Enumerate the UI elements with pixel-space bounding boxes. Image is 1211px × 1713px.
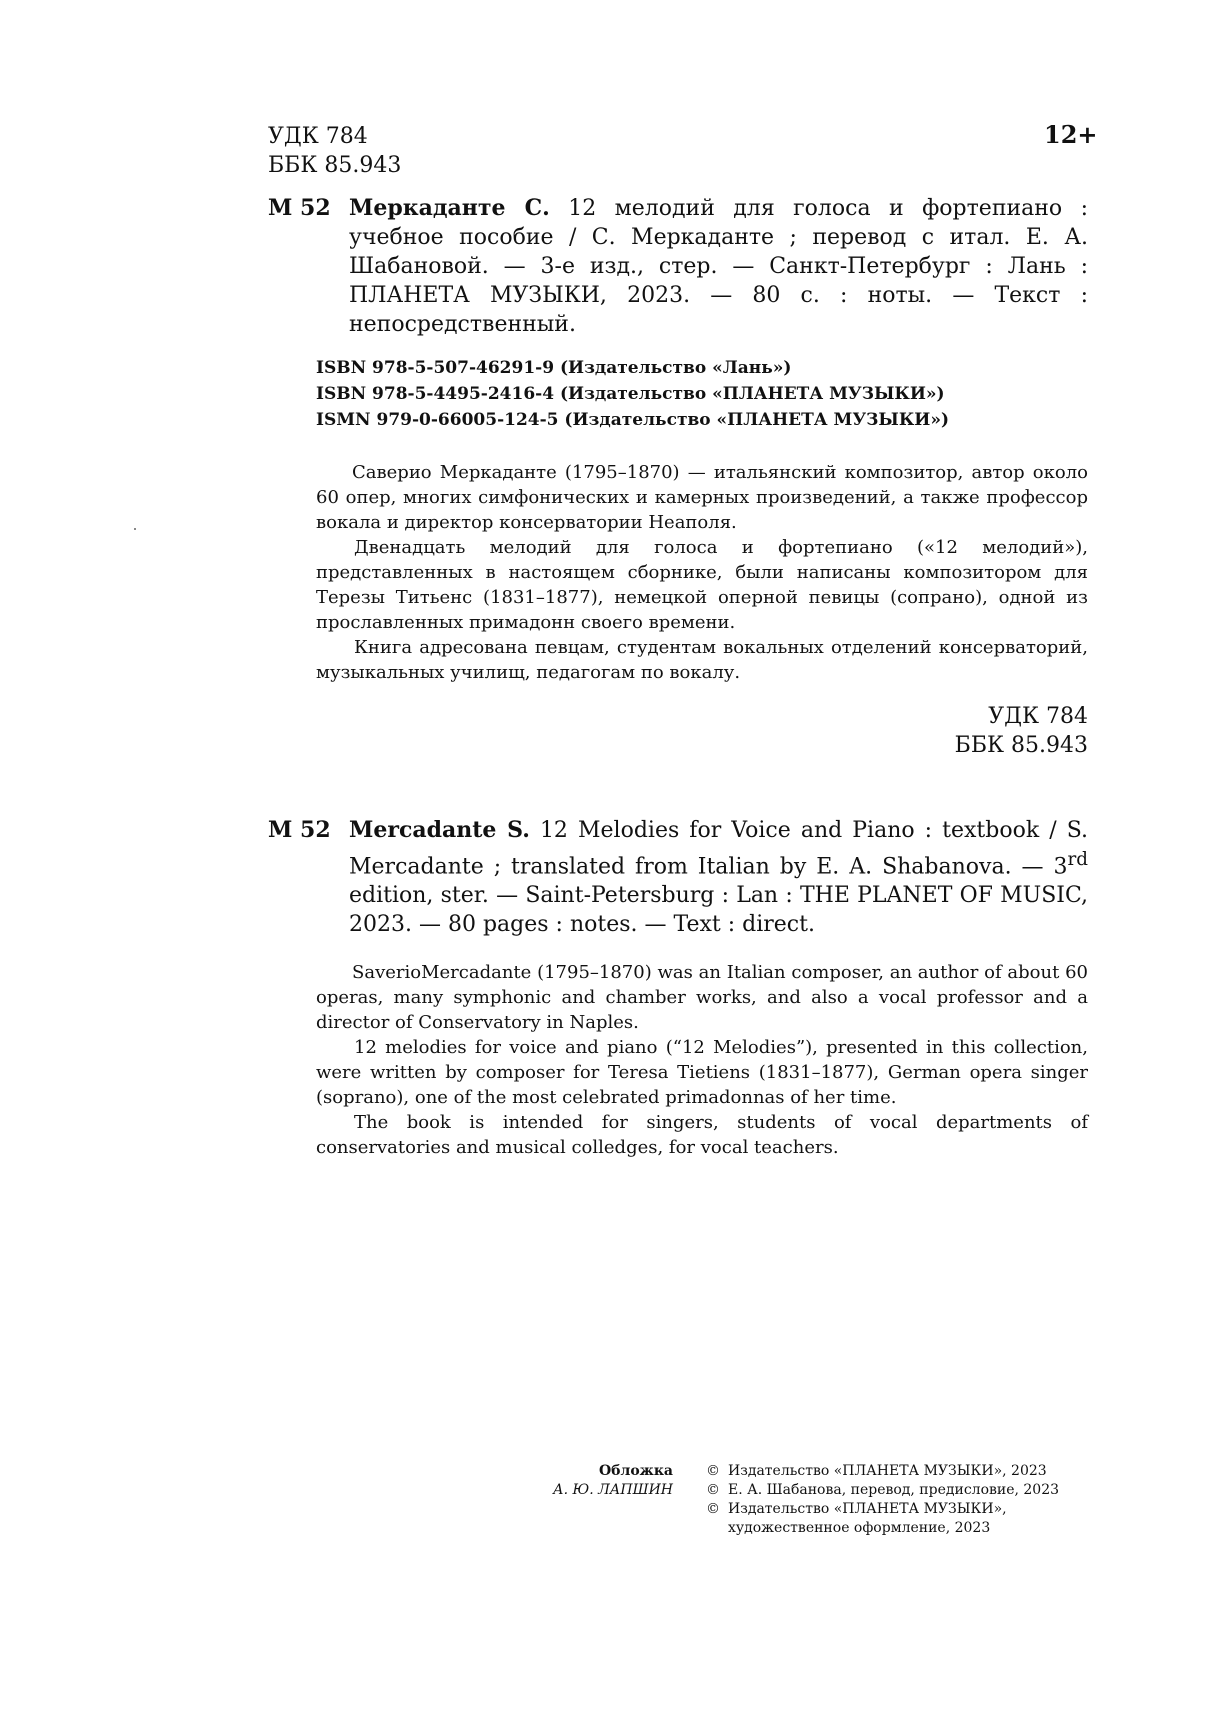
right-classification-codes — [880, 702, 1088, 760]
copyright-symbol: © — [706, 1463, 720, 1479]
entry-body — [349, 194, 1088, 339]
annotation-paragraph: 12 melodies for voice and piano (“12 Melodies”), presented in this collection, were written by composer for Teresa Tietiens (1831–1877), German opera singer (soprano), one of the most celebrated primadonnas of her time. — [316, 1037, 1088, 1108]
annotation-paragraph: Саверио Меркаданте (1795–1870) — итальянский композитор, автор около 60 опер, многих симфонических и камерных произведений, а также профессор вокала и директор консерватории Неаполя. — [316, 462, 1088, 533]
annotation-paragraph: The book is intended for singers, students of vocal departments of conservatories and musical colledges, for vocal teachers. — [316, 1112, 1088, 1158]
entry-mark: М 52 — [268, 195, 331, 221]
ismn-line: ISMN 979-0-66005-124-5 (Издательство «ПЛАНЕТА МУЗЫКИ») — [316, 410, 950, 430]
english-annotation — [316, 960, 1088, 1160]
entry-text: 12 мелодий для голоса и фортепиано : учебное пособие / С. Меркаданте ; перевод с итал. Е. А. Шабановой. — 3-е изд., стер. — Санкт-Петербург : Лань : ПЛАНЕТА МУЗЫКИ, 2023. — 80 с. : ноты. — Текст : непосредственный. — [349, 196, 1089, 337]
entry-mark: М 52 — [268, 817, 331, 843]
age-rating: 12+ — [1044, 120, 1098, 149]
copyright-line — [706, 1462, 1059, 1481]
copyright-symbol: © — [706, 1501, 720, 1517]
scan-speck — [134, 528, 136, 530]
copyright-symbol: © — [706, 1482, 720, 1498]
annotation-paragraph: Книга адресована певцам, студентам вокальных отделений консерваторий, музыкальных училищ, педагогам по вокалу. — [316, 637, 1088, 683]
entry-text-cont: edition, ster. — Saint-Petersburg : Lan : THE PLANET OF MUSIC, 2023. — 80 pages : notes. — Text : direct. — [349, 883, 1088, 938]
annotation-paragraph: SaverioMercadante (1795–1870) was an Italian composer, an author of about 60 operas, many symphonic and chamber works, and also a vocal professor and a director of Conservatory in Naples. — [316, 962, 1088, 1033]
annotation-paragraph: Двенадцать мелодий для голоса и фортепиано («12 мелодий»), представленных в настоящем сборнике, были написаны композитором для Терезы Титьенс (1831–1877), немецкой оперной певицы (сопрано), одной из прославленных примадонн своего времени. — [316, 537, 1088, 633]
cover-artist: А. Ю. ЛАПШИН — [553, 1482, 673, 1498]
entry-author: Mercadante S. — [349, 817, 530, 843]
entry-text: 12 Melodies for Voice and Piano : textbook / S. Mercadante ; translated from Italian by E. A. Shabanova. — 3 — [349, 818, 1088, 880]
entry-body — [349, 816, 1088, 939]
udk-code: УДК 784 — [268, 124, 368, 149]
copyright-line — [706, 1500, 1059, 1519]
isbn-line: ISBN 978-5-4495-2416-4 (Издательство «ПЛАНЕТА МУЗЫКИ») — [316, 384, 945, 404]
udk-code: УДК 784 — [988, 704, 1088, 729]
copyright-text: Издательство «ПЛАНЕТА МУЗЫКИ», 2023 — [728, 1463, 1047, 1479]
english-bibliographic-entry — [268, 816, 1088, 939]
top-classification-codes — [268, 122, 401, 180]
russian-bibliographic-entry — [268, 194, 1088, 339]
copyright-block — [706, 1462, 1059, 1538]
copyright-continuation: художественное оформление, 2023 — [728, 1520, 991, 1536]
ordinal-suffix: rd — [1067, 849, 1088, 870]
russian-annotation — [316, 460, 1088, 685]
entry-author: Меркаданте С. — [349, 195, 550, 221]
bbk-code: ББК 85.943 — [268, 153, 402, 178]
isbn-line: ISBN 978-5-507-46291-9 (Издательство «Лань») — [316, 358, 792, 378]
bbk-code: ББК 85.943 — [954, 733, 1088, 758]
copyright-line — [706, 1481, 1059, 1500]
copyright-text: Е. А. Шабанова, перевод, предисловие, 2023 — [728, 1482, 1060, 1498]
cover-label: Обложка — [598, 1463, 673, 1479]
copyright-text: Издательство «ПЛАНЕТА МУЗЫКИ», — [728, 1501, 1007, 1517]
isbn-list — [316, 355, 949, 433]
cover-credit — [470, 1462, 673, 1500]
